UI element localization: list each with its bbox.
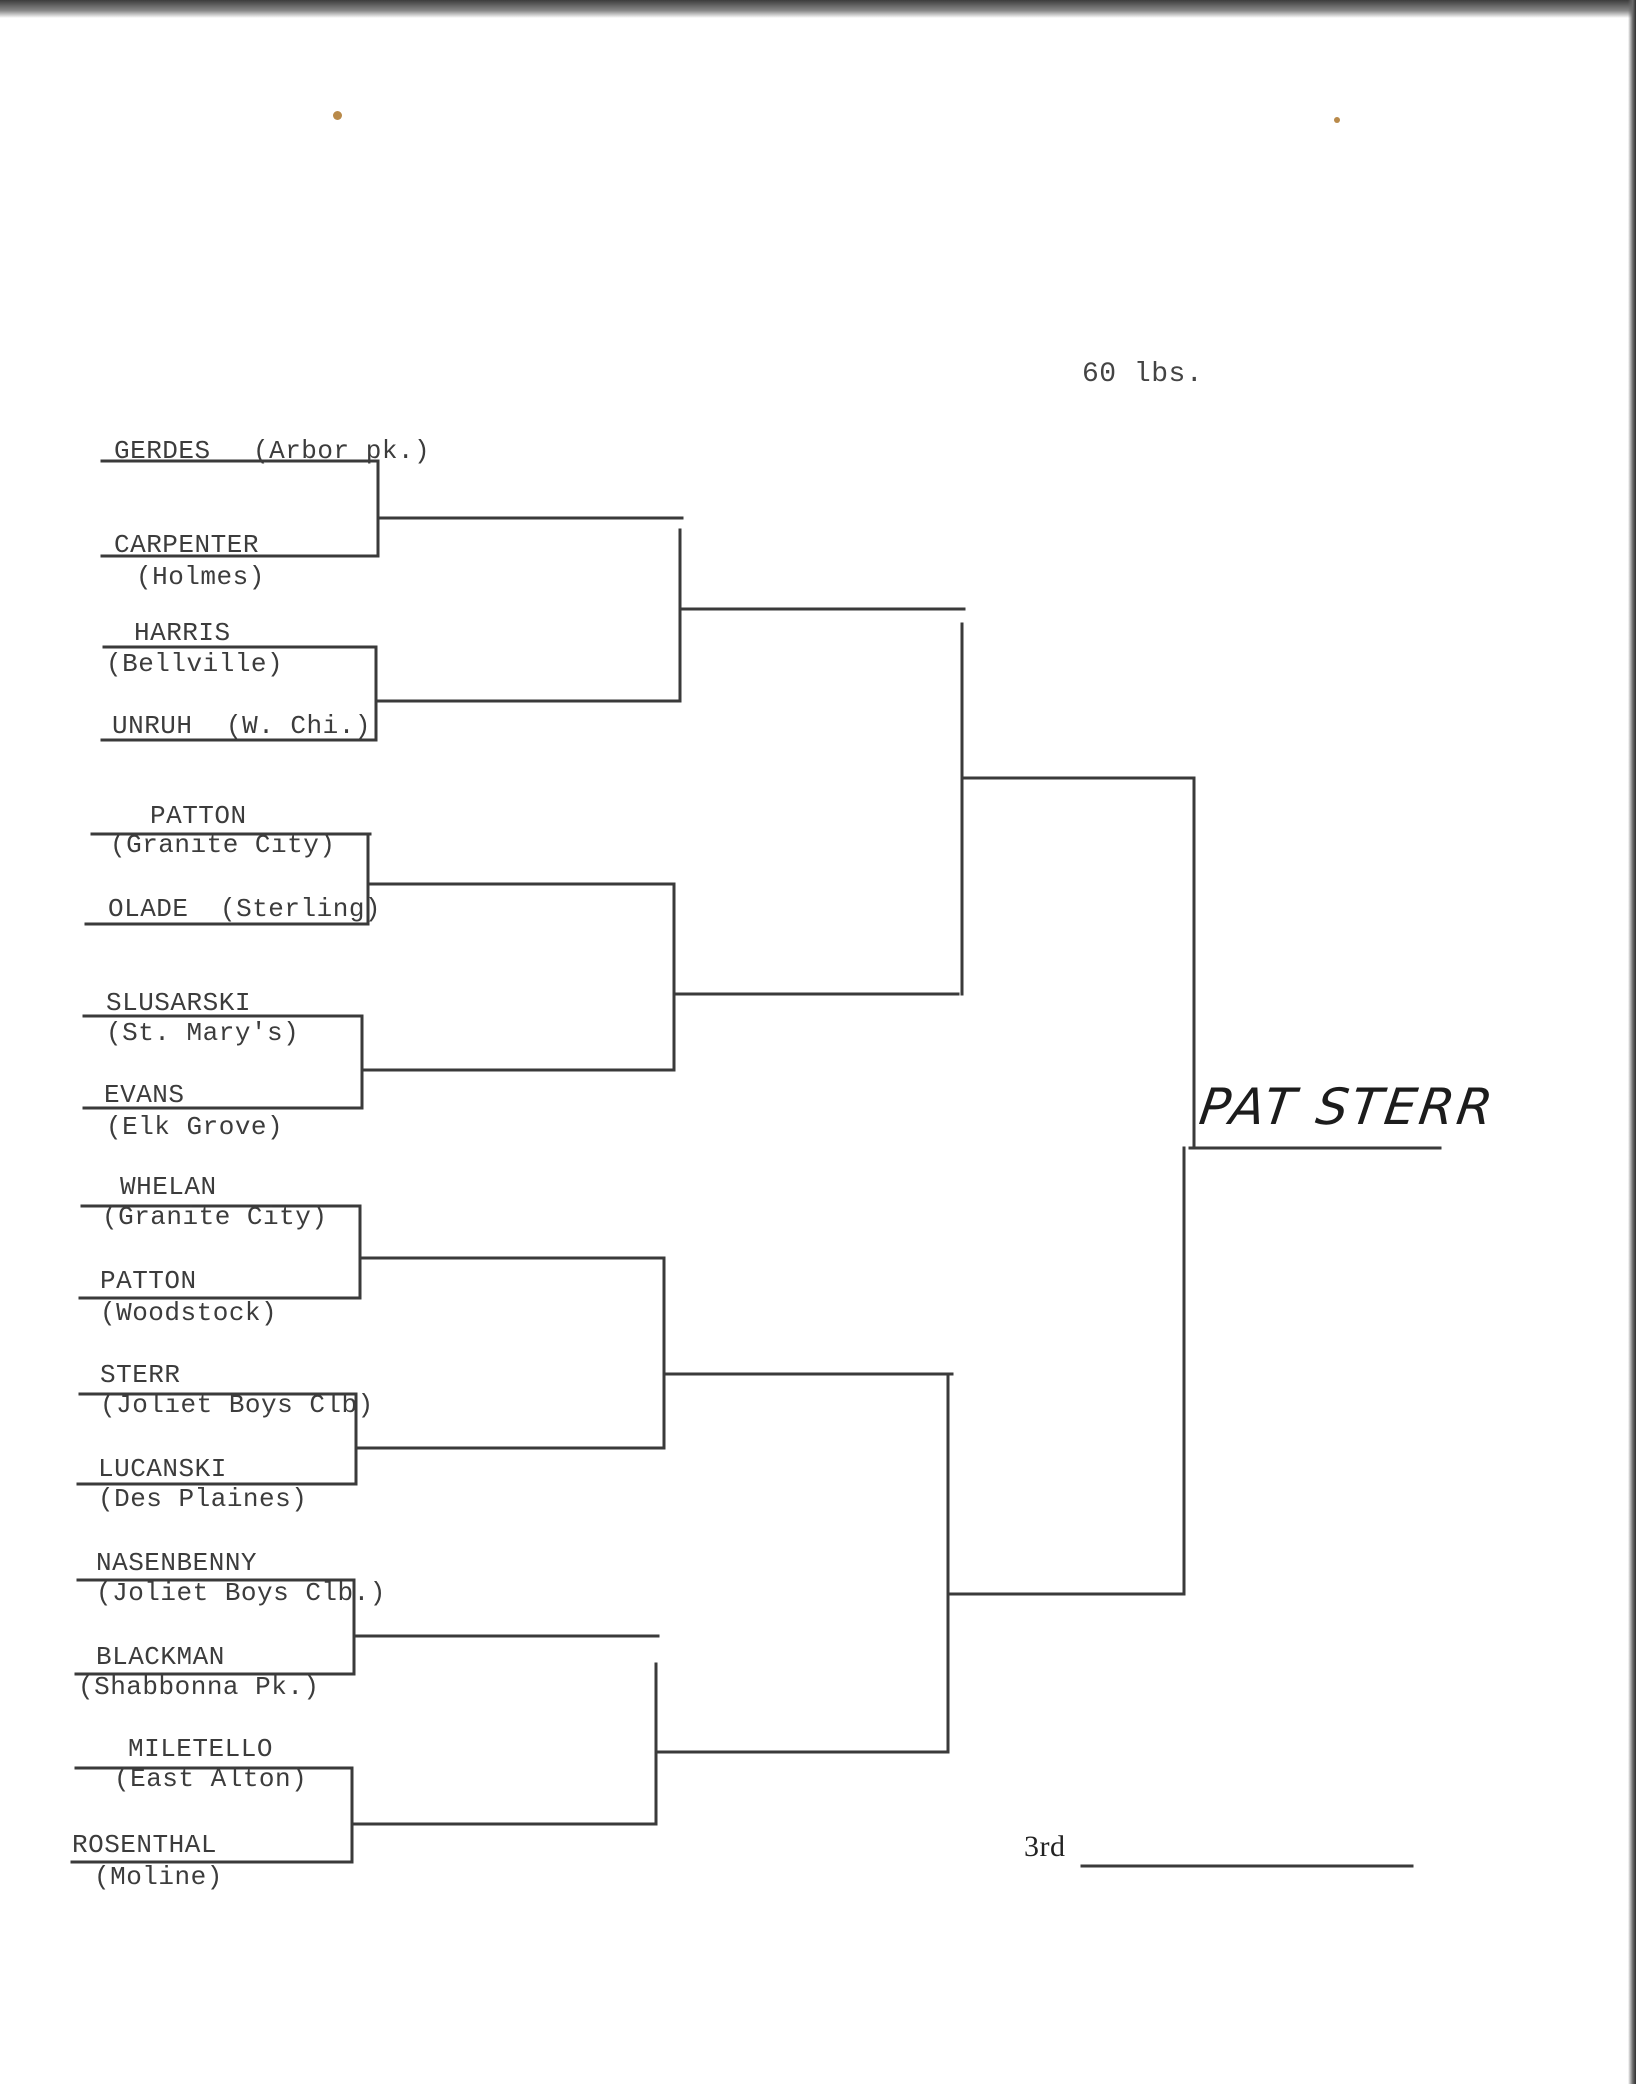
entrant-team: (Shabbonna Pk.) — [78, 1672, 320, 1702]
entrant-name: LUCANSKI — [98, 1454, 227, 1484]
third-place-label: 3rd — [1024, 1830, 1066, 1863]
entrant-name: BLACKMAN — [96, 1642, 225, 1672]
entrant-name: OLADE — [108, 894, 189, 924]
entrant-name: STERR — [100, 1360, 181, 1390]
entrant-team: (Arbor pk.) — [253, 436, 431, 466]
entrant-name: PATTON — [100, 1266, 197, 1296]
entrant-team: (St. Mary's) — [106, 1018, 300, 1048]
entrant-name: UNRUH — [112, 711, 193, 741]
entrant-team: (Elk Grove) — [106, 1112, 284, 1142]
entrant-team: (W. Chi.) — [226, 711, 371, 741]
entrant-team: (Des Plaines) — [98, 1484, 308, 1514]
entrant-team: (Sterling) — [220, 894, 382, 924]
entrant-name: HARRIS — [134, 618, 231, 648]
entrant-team: (Joliet Boys Clb) — [100, 1390, 374, 1420]
entrant-name: PATTON — [150, 801, 247, 831]
entrant-team: (Moline) — [94, 1862, 223, 1892]
entrant-name: NASENBENNY — [96, 1548, 258, 1578]
weight-class: 60 lbs. — [1082, 359, 1204, 390]
entrant-name: EVANS — [104, 1080, 185, 1110]
entrant-name: CARPENTER — [114, 530, 259, 560]
champion-handwritten: PAT STERR — [1195, 1078, 1500, 1136]
entrant-team: (Granite City) — [110, 830, 336, 860]
entrant-team: (Joliet Boys Clb.) — [96, 1578, 386, 1608]
entrant-team: (Bellville) — [106, 649, 284, 679]
entrant-name: GERDES — [114, 436, 211, 466]
entrant-name: MILETELLO — [128, 1734, 273, 1764]
entrant-name: WHELAN — [120, 1172, 217, 1202]
entrant-team: (East Alton) — [114, 1764, 308, 1794]
entrant-team: (Woodstock) — [100, 1298, 278, 1328]
entrant-name: ROSENTHAL — [72, 1830, 217, 1860]
entrant-team: (Granite City) — [102, 1202, 328, 1232]
entrant-name: SLUSARSKI — [106, 988, 251, 1018]
entrant-team: (Holmes) — [136, 562, 265, 592]
